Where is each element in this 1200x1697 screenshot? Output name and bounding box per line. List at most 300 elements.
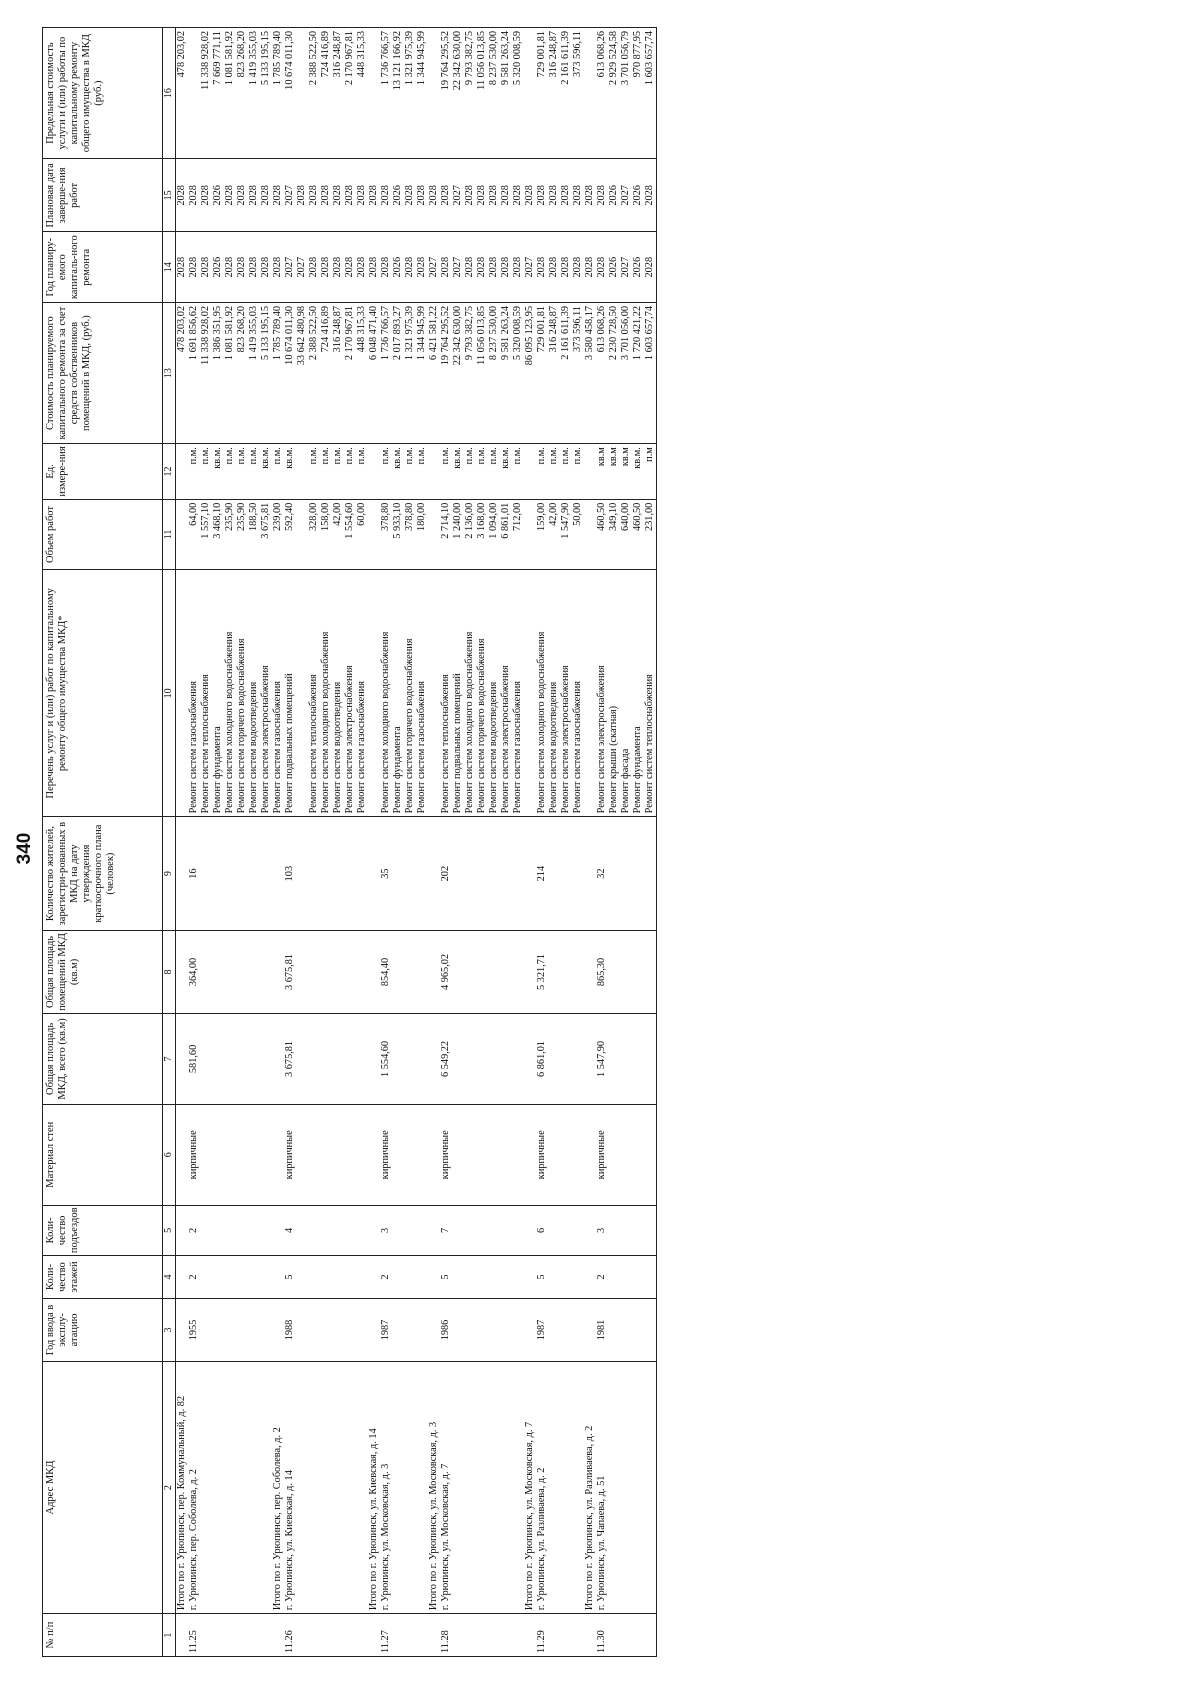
entrances-cell	[236, 1205, 248, 1255]
year-cell	[248, 1298, 260, 1361]
cost-cell: 6 421 581,22	[428, 303, 440, 444]
volume-cell: 42,00	[332, 499, 344, 570]
unit-cell: п.м.	[404, 444, 416, 499]
entrances-cell: 3	[596, 1205, 608, 1255]
area-rooms-cell	[428, 930, 440, 1013]
end-date-cell: 2028	[644, 159, 657, 232]
plan-year-cell: 2028	[332, 232, 344, 303]
volume-cell: 60,00	[356, 499, 368, 570]
volume-cell: 3 675,81	[260, 499, 272, 570]
cost-cell: 19 764 295,52	[440, 303, 452, 444]
unit-cell: кв.м	[596, 444, 608, 499]
cost-cell: 2 161 611,39	[560, 303, 572, 444]
table-row	[404, 28, 416, 1657]
residents-cell	[572, 817, 584, 930]
address-cell: г. Урюпинск, ул. Киевская, д. 14	[284, 1361, 296, 1613]
area-total-cell	[260, 1014, 272, 1105]
column-number: 9	[163, 817, 176, 930]
end-date-cell: 2028	[536, 159, 548, 232]
entrances-cell	[524, 1205, 536, 1255]
table-row	[488, 28, 500, 1657]
work-cell: Ремонт подвальных помещений	[284, 570, 296, 817]
entrances-cell	[392, 1205, 404, 1255]
address-cell	[632, 1361, 644, 1613]
year-cell	[308, 1298, 320, 1361]
residents-cell	[356, 817, 368, 930]
area-rooms-cell: 854,40	[380, 930, 392, 1013]
work-cell: Ремонт фасада	[620, 570, 632, 817]
volume-cell: 239,00	[272, 499, 284, 570]
table-row	[596, 28, 608, 1657]
end-date-cell: 2028	[308, 159, 320, 232]
residents-cell	[620, 817, 632, 930]
limit-cost-cell: 7 669 771,11	[212, 28, 224, 159]
residents-cell	[464, 817, 476, 930]
residents-cell	[584, 817, 596, 930]
end-date-cell: 2028	[296, 159, 308, 232]
limit-cost-cell: 10 674 011,30	[284, 28, 296, 159]
entrances-cell	[608, 1205, 620, 1255]
area-total-cell	[500, 1014, 512, 1105]
row-number	[200, 1614, 212, 1657]
work-cell: Ремонт систем электроснабжения	[596, 570, 608, 817]
table-row	[200, 28, 212, 1657]
area-total-cell	[488, 1014, 500, 1105]
year-cell: 1987	[380, 1298, 392, 1361]
limit-cost-cell: 1 344 945,99	[416, 28, 428, 159]
area-total-cell	[644, 1014, 657, 1105]
floors-cell	[644, 1256, 657, 1299]
year-cell	[260, 1298, 272, 1361]
area-total-cell	[524, 1014, 536, 1105]
unit-cell: п.м.	[488, 444, 500, 499]
floors-cell: 2	[596, 1256, 608, 1299]
material-cell	[548, 1104, 560, 1205]
column-header: Год ввода в эксплу-атацию	[43, 1298, 163, 1361]
material-cell	[416, 1104, 428, 1205]
address-cell	[500, 1361, 512, 1613]
material-cell	[560, 1104, 572, 1205]
work-cell: Ремонт систем горячего водоснабжения	[476, 570, 488, 817]
work-cell: Ремонт систем газоснабжения	[416, 570, 428, 817]
address-cell	[332, 1361, 344, 1613]
volume-cell: 378,80	[380, 499, 392, 570]
floors-cell: 5	[284, 1256, 296, 1299]
cost-cell: 1 344 945,99	[416, 303, 428, 444]
limit-cost-cell: 3 701 056,79	[620, 28, 632, 159]
row-number	[176, 1614, 189, 1657]
unit-cell: кв.м	[620, 444, 632, 499]
work-cell: Ремонт систем газоснабжения	[512, 570, 524, 817]
residents-cell	[344, 817, 356, 930]
material-cell	[632, 1104, 644, 1205]
area-total-cell	[476, 1014, 488, 1105]
address-cell: Итого по г. Урюпинск, пер. Соболева, д. 2	[272, 1361, 284, 1613]
area-rooms-cell	[548, 930, 560, 1013]
column-number: 14	[163, 232, 176, 303]
column-header: Материал стен	[43, 1104, 163, 1205]
row-number	[572, 1614, 584, 1657]
residents-cell: 35	[380, 817, 392, 930]
work-cell: Ремонт фундамента	[392, 570, 404, 817]
limit-cost-cell: 970 877,95	[632, 28, 644, 159]
column-header: Ед. измере-ния	[43, 444, 163, 499]
area-total-cell: 6 861,01	[536, 1014, 548, 1105]
year-cell	[560, 1298, 572, 1361]
area-total-cell	[368, 1014, 380, 1105]
area-total-cell	[236, 1014, 248, 1105]
cost-cell: 1 785 789,40	[272, 303, 284, 444]
residents-cell	[476, 817, 488, 930]
cost-cell: 3 580 458,17	[584, 303, 596, 444]
floors-cell	[320, 1256, 332, 1299]
column-number: 8	[163, 930, 176, 1013]
volume-cell: 2 136,00	[464, 499, 476, 570]
work-cell: Ремонт фундамента	[212, 570, 224, 817]
work-cell	[428, 570, 440, 817]
residents-cell	[548, 817, 560, 930]
row-number	[344, 1614, 356, 1657]
work-cell: Ремонт систем газоснабжения	[572, 570, 584, 817]
cost-cell: 1 720 421,22	[632, 303, 644, 444]
floors-cell	[392, 1256, 404, 1299]
entrances-cell	[296, 1205, 308, 1255]
floors-cell	[224, 1256, 236, 1299]
cost-cell: 5 133 195,15	[260, 303, 272, 444]
end-date-cell: 2028	[596, 159, 608, 232]
area-rooms-cell	[224, 930, 236, 1013]
address-cell: Итого по г. Урюпинск, ул. Киевская, д. 14	[368, 1361, 380, 1613]
table-row	[320, 28, 332, 1657]
plan-year-cell: 2027	[296, 232, 308, 303]
row-number	[548, 1614, 560, 1657]
material-cell: кирпичные	[188, 1104, 200, 1205]
entrances-cell	[632, 1205, 644, 1255]
residents-cell	[248, 817, 260, 930]
plan-year-cell: 2026	[608, 232, 620, 303]
table-row	[392, 28, 404, 1657]
cost-cell: 729 001,81	[536, 303, 548, 444]
end-date-cell: 2026	[608, 159, 620, 232]
year-cell	[608, 1298, 620, 1361]
area-rooms-cell	[176, 930, 189, 1013]
entrances-cell	[428, 1205, 440, 1255]
floors-cell	[176, 1256, 189, 1299]
table-row	[524, 28, 536, 1657]
year-cell	[620, 1298, 632, 1361]
row-number	[272, 1614, 284, 1657]
table-row	[248, 28, 260, 1657]
limit-cost-cell: 316 248,87	[548, 28, 560, 159]
area-total-cell	[560, 1014, 572, 1105]
table-row	[332, 28, 344, 1657]
plan-year-cell: 2028	[404, 232, 416, 303]
limit-cost-cell: 1 419 355,03	[248, 28, 260, 159]
area-rooms-cell	[572, 930, 584, 1013]
entrances-cell	[260, 1205, 272, 1255]
column-number: 11	[163, 499, 176, 570]
material-cell: кирпичные	[284, 1104, 296, 1205]
row-number	[500, 1614, 512, 1657]
material-cell	[272, 1104, 284, 1205]
year-cell	[344, 1298, 356, 1361]
volume-cell: 6 861,01	[500, 499, 512, 570]
material-cell	[200, 1104, 212, 1205]
material-cell	[320, 1104, 332, 1205]
material-cell: кирпичные	[596, 1104, 608, 1205]
area-total-cell: 6 549,22	[440, 1014, 452, 1105]
plan-year-cell: 2027	[620, 232, 632, 303]
end-date-cell: 2028	[368, 159, 380, 232]
area-rooms-cell	[296, 930, 308, 1013]
unit-cell: п.м.	[224, 444, 236, 499]
column-number: 10	[163, 570, 176, 817]
residents-cell	[428, 817, 440, 930]
plan-year-cell: 2028	[560, 232, 572, 303]
table-row	[452, 28, 464, 1657]
cost-cell: 823 268,20	[236, 303, 248, 444]
floors-cell	[548, 1256, 560, 1299]
address-cell: г. Урюпинск, ул. Разливаева, д. 2	[536, 1361, 548, 1613]
floors-cell	[488, 1256, 500, 1299]
limit-cost-cell: 2 170 967,81	[344, 28, 356, 159]
residents-cell: 214	[536, 817, 548, 930]
residents-cell	[500, 817, 512, 930]
address-cell	[236, 1361, 248, 1613]
entrances-cell	[560, 1205, 572, 1255]
limit-cost-cell: 1 785 789,40	[272, 28, 284, 159]
work-cell: Ремонт систем газоснабжения	[272, 570, 284, 817]
end-date-cell: 2028	[236, 159, 248, 232]
material-cell	[260, 1104, 272, 1205]
end-date-cell: 2028	[356, 159, 368, 232]
residents-cell	[308, 817, 320, 930]
end-date-cell: 2028	[584, 159, 596, 232]
floors-cell	[296, 1256, 308, 1299]
address-cell	[200, 1361, 212, 1613]
column-header: Перечень услуг и (или) работ по капитальному ремонту общего имущества МКД*	[43, 570, 163, 817]
entrances-cell	[248, 1205, 260, 1255]
year-cell: 1987	[536, 1298, 548, 1361]
table-row	[428, 28, 440, 1657]
cost-cell: 1 386 351,95	[212, 303, 224, 444]
residents-cell	[416, 817, 428, 930]
floors-cell	[632, 1256, 644, 1299]
plan-year-cell: 2028	[380, 232, 392, 303]
work-cell: Ремонт фундамента	[632, 570, 644, 817]
end-date-cell: 2027	[452, 159, 464, 232]
end-date-cell: 2026	[212, 159, 224, 232]
area-total-cell	[332, 1014, 344, 1105]
floors-cell	[500, 1256, 512, 1299]
volume-cell: 349,10	[608, 499, 620, 570]
work-cell: Ремонт систем теплоснабжения	[200, 570, 212, 817]
cost-cell: 448 315,33	[356, 303, 368, 444]
area-total-cell	[632, 1014, 644, 1105]
material-cell	[344, 1104, 356, 1205]
area-total-cell	[344, 1014, 356, 1105]
plan-year-cell: 2028	[356, 232, 368, 303]
volume-cell	[584, 499, 596, 570]
area-rooms-cell	[464, 930, 476, 1013]
limit-cost-cell: 9 581 263,24	[500, 28, 512, 159]
residents-cell	[200, 817, 212, 930]
table-row	[236, 28, 248, 1657]
cost-cell: 86 095 123,95	[524, 303, 536, 444]
year-cell	[524, 1298, 536, 1361]
limit-cost-cell	[524, 28, 536, 159]
material-cell	[464, 1104, 476, 1205]
year-cell: 1981	[596, 1298, 608, 1361]
row-number	[560, 1614, 572, 1657]
residents-cell	[332, 817, 344, 930]
cost-cell: 1 603 657,74	[644, 303, 657, 444]
row-number	[512, 1614, 524, 1657]
plan-year-cell: 2028	[416, 232, 428, 303]
row-number	[248, 1614, 260, 1657]
residents-cell	[176, 817, 189, 930]
cost-cell: 9 581 263,24	[500, 303, 512, 444]
unit-cell	[428, 444, 440, 499]
year-cell	[224, 1298, 236, 1361]
end-date-cell: 2028	[272, 159, 284, 232]
plan-year-cell: 2027	[428, 232, 440, 303]
floors-cell	[308, 1256, 320, 1299]
plan-year-cell: 2028	[272, 232, 284, 303]
unit-cell: п.м.	[308, 444, 320, 499]
volume-cell: 640,00	[620, 499, 632, 570]
row-number	[296, 1614, 308, 1657]
work-cell: Ремонт систем холодного водоснабжения	[224, 570, 236, 817]
year-cell	[416, 1298, 428, 1361]
table-row	[344, 28, 356, 1657]
limit-cost-cell: 8 237 530,00	[488, 28, 500, 159]
column-header: Коли-чество этажей	[43, 1256, 163, 1299]
floors-cell	[608, 1256, 620, 1299]
address-cell: г. Урюпинск, пер. Соболева, д. 2	[188, 1361, 200, 1613]
material-cell	[236, 1104, 248, 1205]
row-number: 11.29	[536, 1614, 548, 1657]
year-cell	[500, 1298, 512, 1361]
year-cell	[632, 1298, 644, 1361]
plan-year-cell: 2028	[500, 232, 512, 303]
unit-cell: п.м.	[272, 444, 284, 499]
residents-cell	[320, 817, 332, 930]
material-cell	[512, 1104, 524, 1205]
area-rooms-cell: 364,00	[188, 930, 200, 1013]
material-cell	[392, 1104, 404, 1205]
area-rooms-cell	[248, 930, 260, 1013]
plan-year-cell: 2028	[188, 232, 200, 303]
volume-cell: 42,00	[548, 499, 560, 570]
residents-cell	[236, 817, 248, 930]
cost-cell: 373 596,11	[572, 303, 584, 444]
entrances-cell: 4	[284, 1205, 296, 1255]
plan-year-cell: 2026	[212, 232, 224, 303]
floors-cell	[416, 1256, 428, 1299]
material-cell	[488, 1104, 500, 1205]
column-number-row	[163, 28, 176, 1657]
table-row	[368, 28, 380, 1657]
end-date-cell: 2028	[512, 159, 524, 232]
volume-cell: 188,50	[248, 499, 260, 570]
floors-cell	[272, 1256, 284, 1299]
address-cell: Итого по г. Урюпинск, пер. Коммунальный, д. 82	[176, 1361, 189, 1613]
volume-cell	[296, 499, 308, 570]
plan-year-cell: 2028	[248, 232, 260, 303]
volume-cell: 1 557,10	[200, 499, 212, 570]
address-cell: Итого по г. Урюпинск, ул. Московская, д. 7	[524, 1361, 536, 1613]
limit-cost-cell: 5 320 008,59	[512, 28, 524, 159]
area-total-cell	[548, 1014, 560, 1105]
entrances-cell	[476, 1205, 488, 1255]
row-number	[356, 1614, 368, 1657]
cost-cell: 316 248,87	[548, 303, 560, 444]
unit-cell: п.м.	[464, 444, 476, 499]
area-rooms-cell	[368, 930, 380, 1013]
address-cell	[512, 1361, 524, 1613]
material-cell	[452, 1104, 464, 1205]
entrances-cell	[404, 1205, 416, 1255]
plan-year-cell: 2028	[236, 232, 248, 303]
volume-cell: 460,50	[632, 499, 644, 570]
plan-year-cell: 2028	[308, 232, 320, 303]
year-cell	[476, 1298, 488, 1361]
volume-cell	[428, 499, 440, 570]
table-row	[608, 28, 620, 1657]
unit-cell: кв.м.	[452, 444, 464, 499]
entrances-cell	[272, 1205, 284, 1255]
area-total-cell: 3 675,81	[284, 1014, 296, 1105]
end-date-cell: 2028	[248, 159, 260, 232]
address-cell: Итого по г. Урюпинск, ул. Разливаева, д. 2	[584, 1361, 596, 1613]
residents-cell	[632, 817, 644, 930]
floors-cell	[368, 1256, 380, 1299]
row-number: 11.30	[596, 1614, 608, 1657]
cost-cell: 11 338 928,02	[200, 303, 212, 444]
table-row	[356, 28, 368, 1657]
residents-cell	[368, 817, 380, 930]
repair-plan-table	[42, 27, 657, 1657]
unit-cell: п.м.	[380, 444, 392, 499]
material-cell	[572, 1104, 584, 1205]
residents-cell	[608, 817, 620, 930]
unit-cell: п.м.	[200, 444, 212, 499]
column-header: Адрес МКД	[43, 1361, 163, 1613]
floors-cell	[404, 1256, 416, 1299]
column-number: 7	[163, 1014, 176, 1105]
cost-cell: 10 674 011,30	[284, 303, 296, 444]
column-header: Объем работ	[43, 499, 163, 570]
row-number	[368, 1614, 380, 1657]
cost-cell: 478 203,02	[176, 303, 189, 444]
floors-cell	[572, 1256, 584, 1299]
area-total-cell	[404, 1014, 416, 1105]
unit-cell: п.м.	[416, 444, 428, 499]
area-total-cell: 581,60	[188, 1014, 200, 1105]
residents-cell	[272, 817, 284, 930]
limit-cost-cell: 11 056 013,85	[476, 28, 488, 159]
area-total-cell	[512, 1014, 524, 1105]
table-row	[440, 28, 452, 1657]
table-row	[620, 28, 632, 1657]
limit-cost-cell: 823 268,20	[236, 28, 248, 159]
column-header: Плановая дата заверше-ния работ	[43, 159, 163, 232]
row-number	[464, 1614, 476, 1657]
table-row	[308, 28, 320, 1657]
volume-cell: 235,90	[236, 499, 248, 570]
cost-cell: 3 701 056,00	[620, 303, 632, 444]
